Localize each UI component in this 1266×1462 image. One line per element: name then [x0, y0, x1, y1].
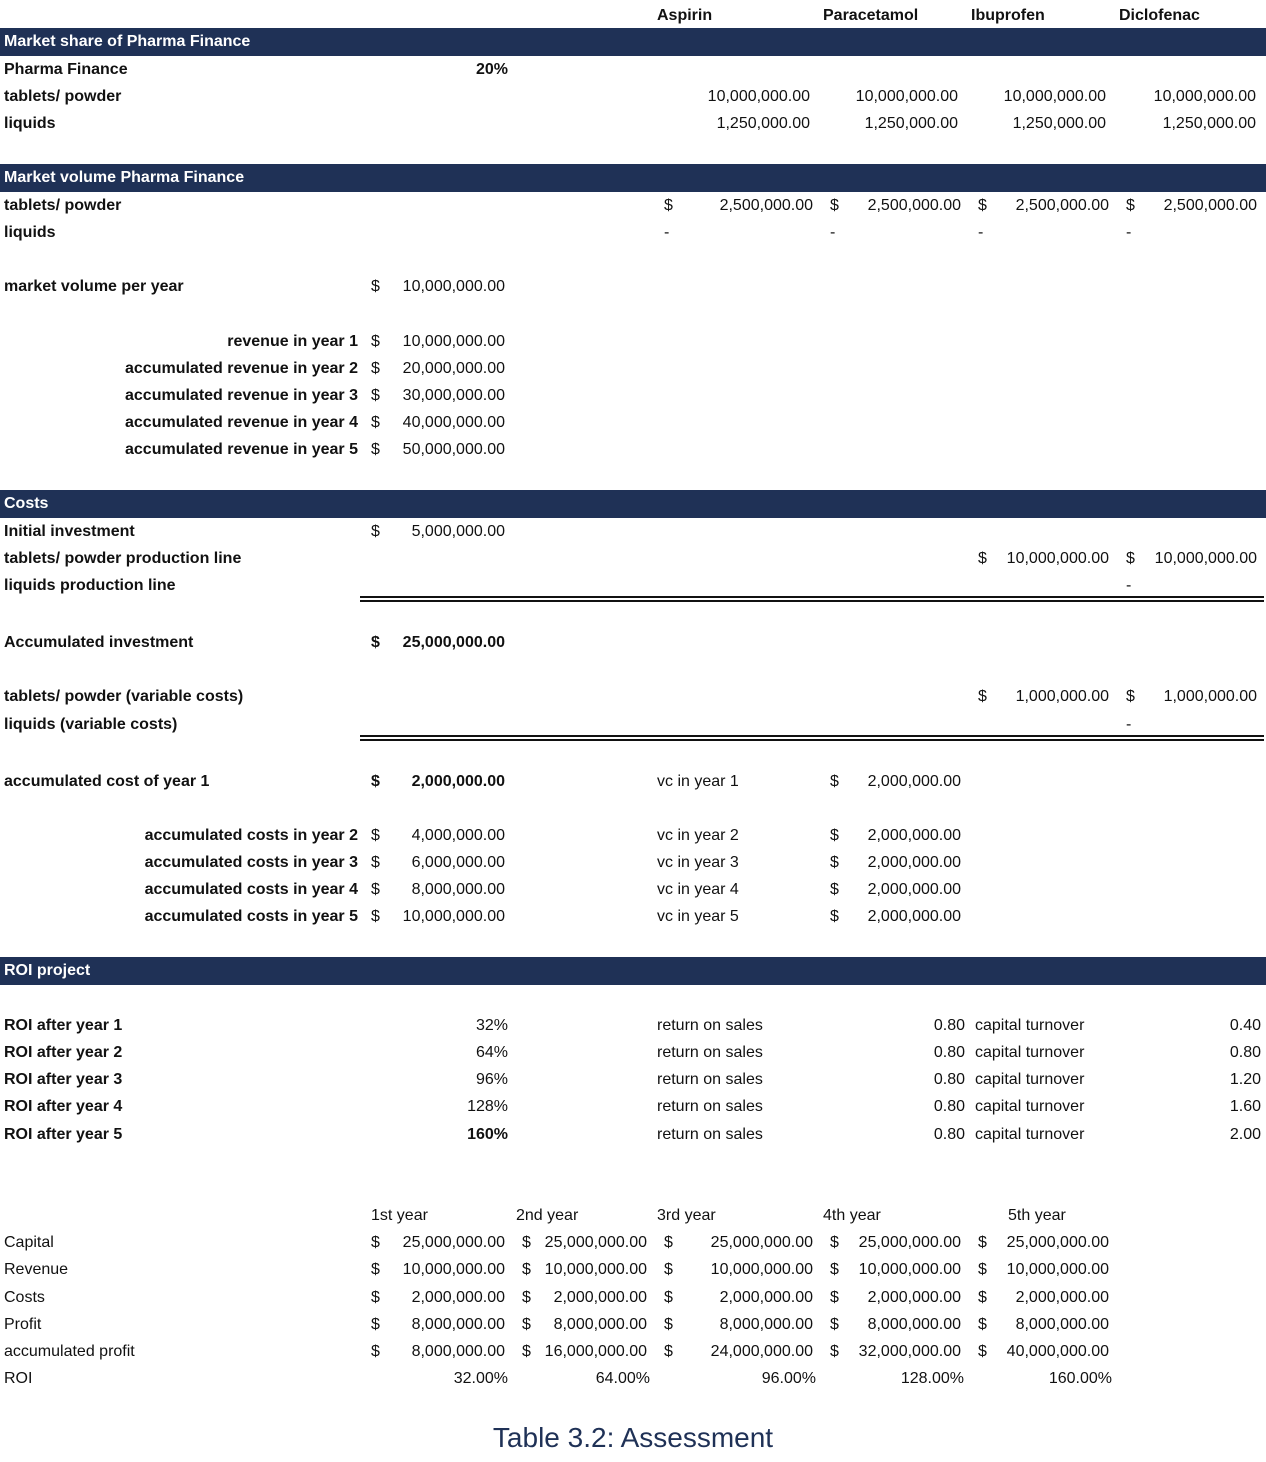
ros-value: 0.80	[933, 1098, 965, 1115]
currency-symbol: $	[978, 688, 987, 705]
vc-label: vc in year 4	[657, 881, 739, 898]
ct-label: capital turnover	[975, 1044, 1085, 1061]
row-label: accumulated revenue in year 5	[125, 441, 358, 458]
currency-symbol: $	[978, 1289, 987, 1306]
row-label: accumulated costs in year 4	[144, 881, 358, 898]
row-label: Pharma Finance	[4, 61, 128, 78]
vc-label: vc in year 1	[657, 773, 739, 790]
row-label: Profit	[4, 1316, 42, 1333]
value-cell: 2,500,000.00	[719, 197, 813, 214]
ros-label: return on sales	[657, 1126, 763, 1143]
value-cell: 2,000,000.00	[867, 881, 961, 898]
value-cell: -	[1126, 224, 1132, 241]
row-label: tablets/ powder (variable costs)	[4, 688, 244, 705]
value-cell: 1,000,000.00	[1163, 688, 1257, 705]
value-cell: 10,000,000.00	[1153, 88, 1256, 105]
currency-symbol: $	[830, 1261, 839, 1278]
value-cell: -	[1126, 716, 1132, 733]
currency-symbol: $	[978, 1261, 987, 1278]
vc-label: vc in year 2	[657, 827, 739, 844]
value-cell: 8,000,000.00	[411, 881, 505, 898]
double-underline	[360, 600, 1264, 602]
ct-label: capital turnover	[975, 1098, 1085, 1115]
currency-symbol: $	[371, 1289, 380, 1306]
value-cell: 10,000,000.00	[544, 1261, 647, 1278]
value-cell: 25,000,000.00	[1006, 1234, 1109, 1251]
ct-label: capital turnover	[975, 1071, 1085, 1088]
column-header: Ibuprofen	[971, 7, 1045, 24]
value-cell: 25,000,000.00	[402, 634, 505, 651]
currency-symbol: $	[830, 1343, 839, 1360]
value-cell: 2,000,000.00	[553, 1289, 647, 1306]
currency-symbol: $	[371, 333, 380, 350]
value-cell: 10,000,000.00	[402, 1261, 505, 1278]
row-label: accumulated revenue in year 3	[125, 387, 358, 404]
column-header: Aspirin	[657, 7, 713, 24]
value-cell: 30,000,000.00	[402, 387, 505, 404]
currency-symbol: $	[664, 197, 673, 214]
row-label: accumulated revenue in year 4	[125, 414, 358, 431]
double-underline	[360, 596, 1264, 598]
row-label: tablets/ powder production line	[4, 550, 242, 567]
vc-label: vc in year 3	[657, 854, 739, 871]
currency-symbol: $	[522, 1316, 531, 1333]
currency-symbol: $	[371, 278, 380, 295]
value-cell: 5,000,000.00	[411, 523, 505, 540]
year-header: 5th year	[1008, 1207, 1066, 1224]
roi-value: 160%	[467, 1126, 508, 1143]
share-value: 20%	[475, 61, 508, 78]
currency-symbol: $	[371, 773, 380, 790]
column-header: Paracetamol	[823, 7, 919, 24]
value-cell: 32,000,000.00	[858, 1343, 961, 1360]
double-underline	[360, 739, 1264, 741]
currency-symbol: $	[371, 387, 380, 404]
currency-symbol: $	[830, 854, 839, 871]
ros-value: 0.80	[933, 1071, 965, 1088]
value-cell: 6,000,000.00	[411, 854, 505, 871]
row-label: tablets/ powder	[4, 197, 122, 214]
currency-symbol: $	[371, 908, 380, 925]
ros-value: 0.80	[933, 1044, 965, 1061]
value-cell: 2,500,000.00	[867, 197, 961, 214]
row-label: ROI	[4, 1370, 33, 1387]
value-cell: 10,000,000.00	[855, 88, 958, 105]
value-cell: 10,000,000.00	[710, 1261, 813, 1278]
value-cell: 8,000,000.00	[867, 1316, 961, 1333]
value-cell: 8,000,000.00	[1015, 1316, 1109, 1333]
currency-symbol: $	[830, 773, 839, 790]
value-cell: 25,000,000.00	[544, 1234, 647, 1251]
value-cell: -	[978, 224, 984, 241]
currency-symbol: $	[522, 1261, 531, 1278]
value-cell: 2,000,000.00	[867, 827, 961, 844]
ct-label: capital turnover	[975, 1126, 1085, 1143]
row-label: liquids production line	[4, 577, 176, 594]
currency-symbol: $	[830, 1234, 839, 1251]
value-cell: 4,000,000.00	[411, 827, 505, 844]
value-cell: 10,000,000.00	[707, 88, 810, 105]
row-label: Costs	[4, 1289, 45, 1306]
value-cell: 2,000,000.00	[411, 773, 505, 790]
value-cell: 10,000,000.00	[858, 1261, 961, 1278]
currency-symbol: $	[978, 197, 987, 214]
section-header-roi: ROI project	[0, 957, 1266, 985]
value-cell: 25,000,000.00	[858, 1234, 961, 1251]
value-cell: 10,000,000.00	[1006, 550, 1109, 567]
row-label: ROI after year 3	[4, 1071, 123, 1088]
currency-symbol: $	[371, 1343, 380, 1360]
currency-symbol: $	[830, 827, 839, 844]
ct-value: 1.20	[1229, 1071, 1261, 1088]
currency-symbol: $	[830, 881, 839, 898]
value-cell: 40,000,000.00	[1006, 1343, 1109, 1360]
vc-label: vc in year 5	[657, 908, 739, 925]
currency-symbol: $	[830, 908, 839, 925]
currency-symbol: $	[371, 1234, 380, 1251]
currency-symbol: $	[664, 1234, 673, 1251]
ros-label: return on sales	[657, 1044, 763, 1061]
currency-symbol: $	[371, 1261, 380, 1278]
row-label: revenue in year 1	[227, 333, 358, 350]
ros-value: 0.80	[933, 1126, 965, 1143]
year-header: 1st year	[371, 1207, 428, 1224]
ros-label: return on sales	[657, 1017, 763, 1034]
value-cell: 8,000,000.00	[553, 1316, 647, 1333]
table-caption: Table 3.2: Assessment	[492, 1422, 774, 1453]
row-label: liquids	[4, 115, 56, 132]
currency-symbol: $	[371, 360, 380, 377]
value-cell: 8,000,000.00	[719, 1316, 813, 1333]
currency-symbol: $	[371, 827, 380, 844]
value-cell: 10,000,000.00	[402, 908, 505, 925]
currency-symbol: $	[978, 1316, 987, 1333]
value-cell: -	[830, 224, 836, 241]
year-header: 3rd year	[657, 1207, 716, 1224]
value-cell: 2,500,000.00	[1163, 197, 1257, 214]
value-cell: -	[1126, 577, 1132, 594]
row-label: accumulated cost of year 1	[4, 773, 210, 790]
ct-value: 1.60	[1229, 1098, 1261, 1115]
row-label: Accumulated investment	[4, 634, 194, 651]
currency-symbol: $	[830, 1316, 839, 1333]
value-cell: 2,000,000.00	[867, 773, 961, 790]
ros-value: 0.80	[933, 1017, 965, 1034]
currency-symbol: $	[371, 634, 380, 651]
currency-symbol: $	[664, 1261, 673, 1278]
value-cell: -	[664, 224, 670, 241]
ct-label: capital turnover	[975, 1017, 1085, 1034]
currency-symbol: $	[371, 854, 380, 871]
value-cell: 10,000,000.00	[402, 333, 505, 350]
row-label: ROI after year 2	[4, 1044, 123, 1061]
value-cell: 64.00%	[595, 1370, 650, 1387]
value-cell: 2,000,000.00	[719, 1289, 813, 1306]
value-cell: 16,000,000.00	[544, 1343, 647, 1360]
currency-symbol: $	[1126, 688, 1135, 705]
value-cell: 2,000,000.00	[867, 854, 961, 871]
section-header-market-volume: Market volume Pharma Finance	[0, 164, 1266, 192]
value-cell: 8,000,000.00	[411, 1316, 505, 1333]
currency-symbol: $	[978, 550, 987, 567]
value-cell: 2,000,000.00	[411, 1289, 505, 1306]
currency-symbol: $	[371, 414, 380, 431]
year-header: 4th year	[823, 1207, 881, 1224]
currency-symbol: $	[664, 1316, 673, 1333]
currency-symbol: $	[1126, 550, 1135, 567]
ct-value: 0.40	[1229, 1017, 1261, 1034]
value-cell: 2,000,000.00	[867, 908, 961, 925]
row-label: accumulated costs in year 2	[144, 827, 358, 844]
year-header: 2nd year	[516, 1207, 579, 1224]
row-label: ROI after year 4	[4, 1098, 123, 1115]
value-cell: 40,000,000.00	[402, 414, 505, 431]
value-cell: 10,000,000.00	[1003, 88, 1106, 105]
row-label: accumulated revenue in year 2	[125, 360, 358, 377]
value-cell: 160.00%	[1048, 1370, 1112, 1387]
row-label: accumulated costs in year 5	[144, 908, 358, 925]
ct-value: 2.00	[1229, 1126, 1261, 1143]
currency-symbol: $	[371, 441, 380, 458]
value-cell: 2,500,000.00	[1015, 197, 1109, 214]
row-label: market volume per year	[4, 278, 184, 295]
roi-value: 64%	[475, 1044, 508, 1061]
row-label: ROI after year 1	[4, 1017, 123, 1034]
currency-symbol: $	[978, 1234, 987, 1251]
currency-symbol: $	[830, 197, 839, 214]
row-label: Capital	[4, 1234, 54, 1251]
currency-symbol: $	[978, 1343, 987, 1360]
row-label: ROI after year 5	[4, 1126, 123, 1143]
value-cell: 24,000,000.00	[710, 1343, 813, 1360]
value-cell: 10,000,000.00	[1006, 1261, 1109, 1278]
value-cell: 1,000,000.00	[1015, 688, 1109, 705]
row-label: Initial investment	[4, 523, 135, 540]
value-cell: 128.00%	[900, 1370, 964, 1387]
value-cell: 1,250,000.00	[1162, 115, 1256, 132]
currency-symbol: $	[522, 1343, 531, 1360]
row-label: accumulated costs in year 3	[144, 854, 358, 871]
ros-label: return on sales	[657, 1098, 763, 1115]
row-label: accumulated profit	[4, 1343, 135, 1360]
value-cell: 8,000,000.00	[411, 1343, 505, 1360]
currency-symbol: $	[522, 1234, 531, 1251]
value-cell: 1,250,000.00	[716, 115, 810, 132]
currency-symbol: $	[1126, 197, 1135, 214]
section-header-market-share: Market share of Pharma Finance	[0, 28, 1266, 56]
section-header-costs: Costs	[0, 490, 1266, 518]
currency-symbol: $	[522, 1289, 531, 1306]
value-cell: 10,000,000.00	[1154, 550, 1257, 567]
roi-value: 128%	[467, 1098, 508, 1115]
currency-symbol: $	[830, 1289, 839, 1306]
double-underline	[360, 735, 1264, 737]
value-cell: 32.00%	[453, 1370, 508, 1387]
value-cell: 20,000,000.00	[402, 360, 505, 377]
value-cell: 96.00%	[761, 1370, 816, 1387]
row-label: liquids	[4, 224, 56, 241]
column-header: Diclofenac	[1119, 7, 1200, 24]
row-label: tablets/ powder	[4, 88, 122, 105]
currency-symbol: $	[371, 1316, 380, 1333]
ros-label: return on sales	[657, 1071, 763, 1088]
currency-symbol: $	[664, 1289, 673, 1306]
value-cell: 2,000,000.00	[867, 1289, 961, 1306]
roi-value: 96%	[475, 1071, 508, 1088]
value-cell: 10,000,000.00	[402, 278, 505, 295]
ct-value: 0.80	[1229, 1044, 1261, 1061]
currency-symbol: $	[371, 881, 380, 898]
value-cell: 1,250,000.00	[1012, 115, 1106, 132]
value-cell: 2,000,000.00	[1015, 1289, 1109, 1306]
value-cell: 50,000,000.00	[402, 441, 505, 458]
row-label: liquids (variable costs)	[4, 716, 178, 733]
value-cell: 1,250,000.00	[864, 115, 958, 132]
currency-symbol: $	[371, 523, 380, 540]
currency-symbol: $	[664, 1343, 673, 1360]
value-cell: 25,000,000.00	[710, 1234, 813, 1251]
row-label: Revenue	[4, 1261, 69, 1278]
roi-value: 32%	[475, 1017, 508, 1034]
value-cell: 25,000,000.00	[402, 1234, 505, 1251]
